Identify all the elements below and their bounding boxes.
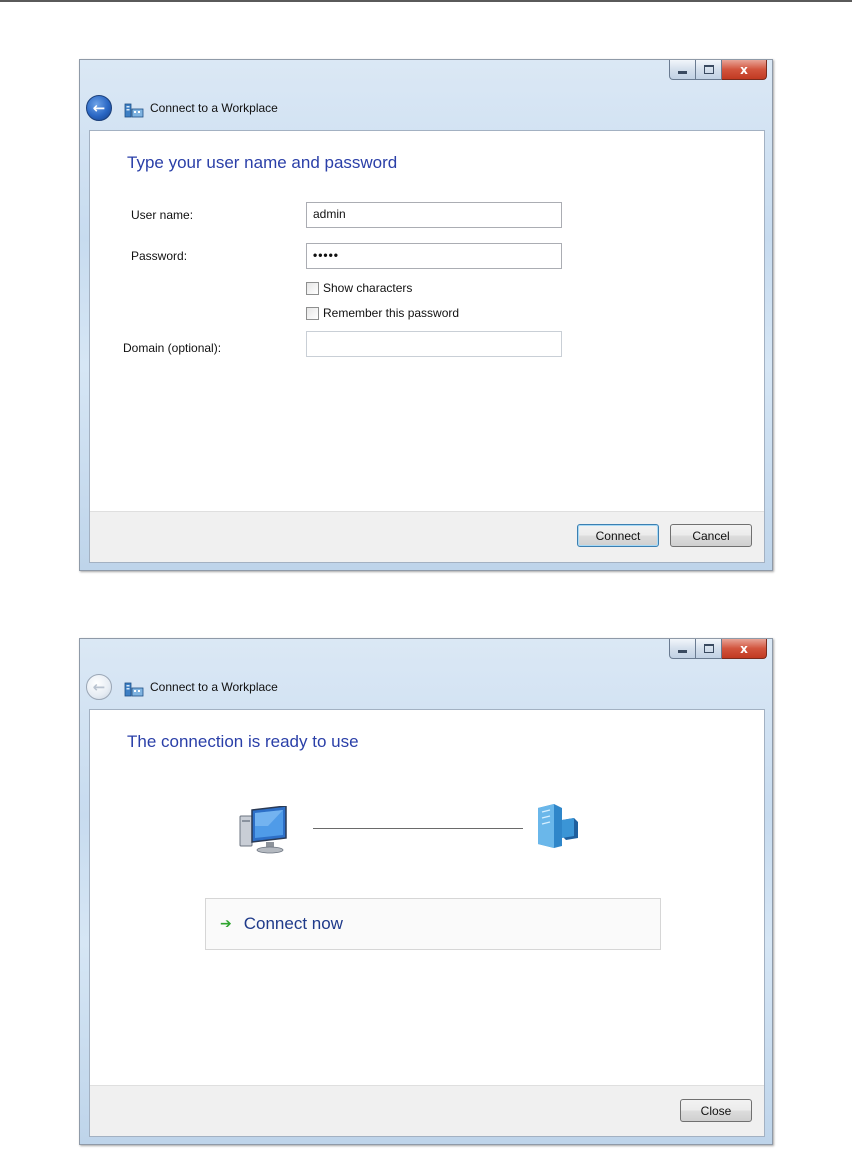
computer-icon <box>238 806 294 854</box>
green-arrow-icon: ➔ <box>220 916 232 932</box>
connect-now-option[interactable] <box>205 898 661 950</box>
password-field[interactable]: ••••• <box>306 243 562 269</box>
maximize-icon <box>704 65 714 74</box>
nav-bar <box>86 94 278 122</box>
close-button[interactable]: Close <box>680 1099 752 1122</box>
back-button <box>86 674 112 700</box>
wizard-content <box>89 709 765 1137</box>
cancel-button[interactable]: Cancel <box>670 524 752 547</box>
page-heading: Type your user name and password <box>127 153 398 172</box>
remember-password-checkbox[interactable] <box>306 306 459 320</box>
page-top-rule <box>0 0 852 2</box>
server-icon <box>534 802 580 850</box>
connect-workplace-window-ready <box>79 638 773 1145</box>
domain-label: Domain (optional): <box>123 341 222 355</box>
maximize-button[interactable] <box>696 639 722 659</box>
domain-field[interactable] <box>306 331 562 357</box>
page-heading: The connection is ready to use <box>127 732 359 751</box>
wizard-footer <box>90 1085 764 1136</box>
password-label: Password: <box>131 249 188 263</box>
wizard-content <box>89 130 765 563</box>
remember-password-label: Remember this password <box>323 306 460 320</box>
minimize-icon <box>678 71 687 74</box>
show-characters-checkbox[interactable] <box>306 281 412 295</box>
close-window-button[interactable] <box>722 639 767 659</box>
minimize-button[interactable] <box>669 639 696 659</box>
maximize-icon <box>704 644 714 653</box>
connect-now-label: Connect now <box>243 914 343 933</box>
show-characters-label: Show characters <box>323 281 413 295</box>
close-icon: x <box>740 62 748 77</box>
username-field[interactable]: admin <box>306 202 562 228</box>
maximize-button[interactable] <box>696 60 722 80</box>
checkbox-box[interactable] <box>306 282 319 295</box>
workplace-network-icon <box>124 677 144 697</box>
close-window-button[interactable] <box>722 60 767 80</box>
checkbox-box[interactable] <box>306 307 319 320</box>
username-label: User name: <box>131 208 194 222</box>
workplace-network-icon <box>124 98 144 118</box>
back-button[interactable] <box>86 95 112 121</box>
close-icon: x <box>740 641 748 656</box>
window-controls <box>669 60 767 80</box>
back-arrow-icon: ← <box>92 678 106 696</box>
wizard-footer <box>90 511 764 562</box>
connect-button[interactable]: Connect <box>577 524 659 547</box>
back-arrow-icon: ← <box>92 99 106 117</box>
nav-bar <box>86 673 278 701</box>
window-controls <box>669 639 767 659</box>
minimize-icon <box>678 650 687 653</box>
window-title: Connect to a Workplace <box>150 680 278 694</box>
connect-workplace-window-credentials <box>79 59 773 571</box>
minimize-button[interactable] <box>669 60 696 80</box>
window-title: Connect to a Workplace <box>150 101 278 115</box>
connection-line <box>313 828 523 829</box>
